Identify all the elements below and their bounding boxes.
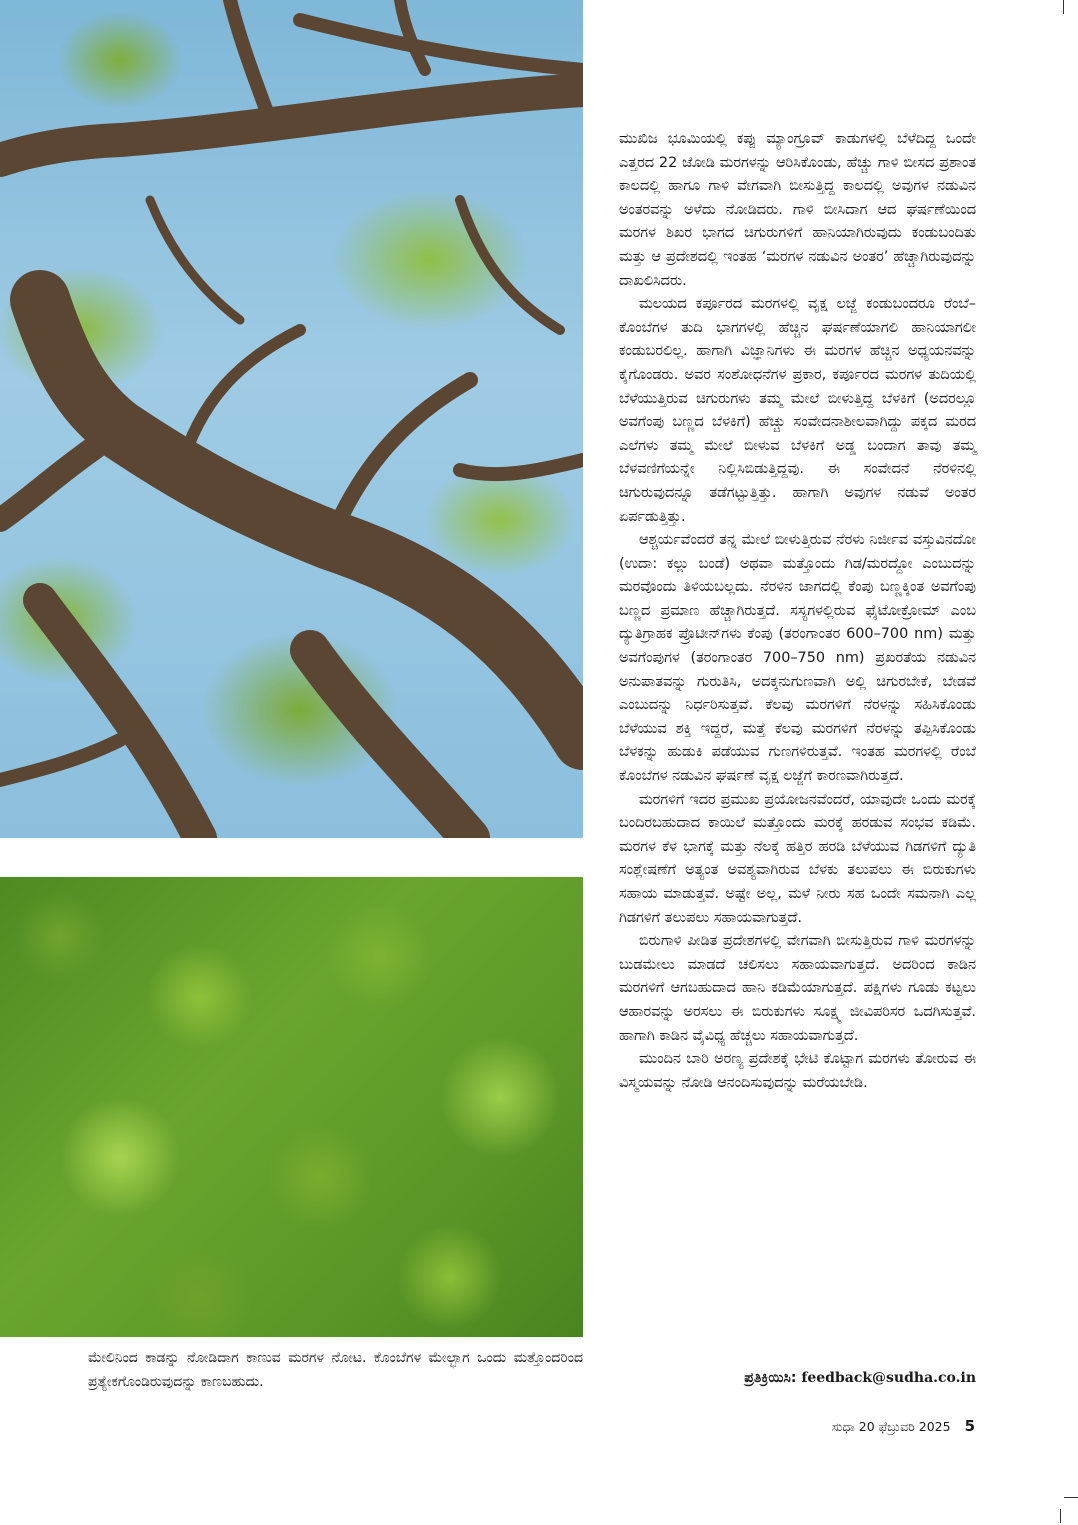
- crop-mark: [1063, 0, 1064, 14]
- article-paragraph: ಬಿರುಗಾಳಿ ಪೀಡಿತ ಪ್ರದೇಶಗಳಲ್ಲಿ ವೇಗವಾಗಿ ಬೀಸುತ್ತಿರುವ ಗಾಳಿ ಮರಗಳನ್ನು ಬುಡಮೇಲು ಮಾಡದೆ ಚಲಿಸಲು ಸಹಾಯವಾಗುತ್ತದೆ. ಅದರಿಂದ ಕಾಡಿನ ಮರಗಳಿಗೆ ಆಗಬಹುದಾದ ಹಾನಿ ಕಡಿಮೆಯಾಗುತ್ತದೆ. ಪಕ್ಷಿಗಳು ಗೂಡು ಕಟ್ಟಲು ಆಹಾರವನ್ನು ಅರಸಲು ಈ ಬಿರುಕುಗಳು ಸೂಕ್ಷ್ಮ ಜೀವಿಪರಿಸರ ಒದಗಿಸುತ್ತವೆ. ಹಾಗಾಗಿ ಕಾಡಿನ ವೈವಿಧ್ಯ ಹೆಚ್ಚಲು ಸಹಾಯವಾಗುತ್ತದೆ.: [619, 933, 976, 1044]
- feedback-email-link[interactable]: feedback@sudha.co.in: [801, 1370, 976, 1386]
- page-footer: [832, 1417, 975, 1435]
- crop-mark: [1064, 1497, 1078, 1498]
- photo-caption: ಮೇಲಿನಿಂದ ಕಾಡನ್ನು ನೋಡಿದಾಗ ಕಾಣುವ ಮರಗಳ ನೋಟ. ಕೊಂಬೆಗಳ ಮೇಲ್ಭಾಗ ಒಂದು ಮತ್ತೊಂದರಿಂದ ಪ್ರತ್ಯೇಕಗೊಂಡಿರುವುದನ್ನು ಕಾಣಬಹುದು.: [88, 1350, 583, 1390]
- feedback-line: [619, 1370, 976, 1386]
- crop-mark: [1060, 1509, 1061, 1523]
- tree-canopy-photo: [0, 0, 583, 838]
- tree-trunks-illustration: [0, 0, 583, 838]
- article-paragraph: ಮುಂದಿನ ಬಾರಿ ಅರಣ್ಯ ಪ್ರದೇಶಕ್ಕೆ ಭೇಟಿ ಕೊಟ್ಟಾಗ ಮರಗಳು ತೋರುವ ಈ ವಿಸ್ಮಯವನ್ನು ನೋಡಿ ಆನಂದಿಸುವುದನ್ನು ಮರೆಯಬೇಡಿ.: [619, 1051, 976, 1091]
- article-paragraph: ಮುಖಿಜ ಭೂಮಿಯಲ್ಲಿ ಕಪ್ಪು ಮ್ಯಾಂಗ್ರೂವ್ ಕಾಡುಗಳಲ್ಲಿ ಬೆಳೆದಿದ್ದ ಒಂದೇ ಎತ್ತರದ 22 ಜೋಡಿ ಮರಗಳನ್ನು ಆರಿಸಿಕೊಂಡು, ಹೆಚ್ಚು ಗಾಳಿ ಬೀಸದ ಪ್ರಶಾಂತ ಕಾಲದಲ್ಲಿ ಹಾಗೂ ಗಾಳಿ ವೇಗವಾಗಿ ಬೀಸುತ್ತಿದ್ದ ಕಾಲದಲ್ಲಿ ಅವುಗಳ ನಡುವಿನ ಅಂತರವನ್ನು ಅಳೆದು ನೋಡಿದರು. ಗಾಳಿ ಬೀಸಿದಾಗ ಆದ ಘರ್ಷಣೆಯಿಂದ ಮರಗಳ ಶಿಖರ ಭಾಗದ ಚಿಗುರುಗಳಿಗೆ ಹಾನಿಯಾಗಿರುವುದು ಕಂಡುಬಂದಿತು ಮತ್ತು ಆ ಪ್ರದೇಶದಲ್ಲಿ ಇಂತಹ ‘ಮರಗಳ ನಡುವಿನ ಅಂತರ’ ಹೆಚ್ಚಾಗಿರುವುದನ್ನು ದಾಖಲಿಸಿದರು.: [619, 131, 976, 289]
- feedback-label: ಪ್ರತಿಕ್ರಿಯಿಸಿ:: [744, 1370, 797, 1386]
- article-paragraph: ಮರಗಳಿಗೆ ಇದರ ಪ್ರಮುಖ ಪ್ರಯೋಜನವೆಂದರೆ, ಯಾವುದೇ ಒಂದು ಮರಕ್ಕೆ ಬಂದಿರಬಹುದಾದ ಕಾಯಿಲೆ ಮತ್ತೊಂದು ಮರಕ್ಕೆ ಹರಡುವ ಸಂಭವ ಕಡಿಮೆ. ಮರಗಳ ಕೆಳ ಭಾಗಕ್ಕೆ ಮತ್ತು ನೆಲಕ್ಕೆ ಹತ್ತಿರ ಹರಡಿ ಬೆಳೆಯುವ ಗಿಡಗಳಿಗೆ ದ್ಯುತಿ ಸಂಶ್ಲೇಷಣೆಗೆ ಅತ್ಯಂತ ಅವಶ್ಯವಾಗಿರುವ ಬೆಳಕು ತಲುಪಲು ಈ ಬಿರುಕುಗಳು ಸಹಾಯ ಮಾಡುತ್ತವೆ. ಅಷ್ಟೇ ಅಲ್ಲ, ಮಳೆ ನೀರು ಸಹ ಒಂದೇ ಸಮನಾಗಿ ಎಲ್ಲ ಗಿಡಗಳಿಗೆ ತಲುಪಲು ಸಹಾಯವಾಗುತ್ತದೆ.: [619, 791, 976, 926]
- aerial-forest-photo: [0, 877, 583, 1337]
- article-paragraph: ಮಲಯದ ಕರ್ಪೂರದ ಮರಗಳಲ್ಲಿ ವೃಕ್ಷ ಲಜ್ಜೆ ಕಂಡುಬಂದರೂ ರೆಂಬೆ–ಕೊಂಬೆಗಳ ತುದಿ ಭಾಗಗಳಲ್ಲಿ ಹೆಚ್ಚಿನ ಘರ್ಷಣೆಯಾಗಲಿ ಹಾನಿಯಾಗಲೀ ಕಂಡುಬರಲಿಲ್ಲ. ಹಾಗಾಗಿ ವಿಜ್ಞಾನಿಗಳು ಈ ಮರಗಳ ಹೆಚ್ಚಿನ ಅಧ್ಯಯನವನ್ನು ಕೈಗೊಂಡರು. ಅವರ ಸಂಶೋಧನೆಗಳ ಪ್ರಕಾರ, ಕರ್ಪೂರದ ಮರಗಳ ತುದಿಯಲ್ಲಿ ಬೆಳೆಯುತ್ತಿರುವ ಚಿಗುರುಗಳು ತಮ್ಮ ಮೇಲೆ ಬೀಳುತ್ತಿದ್ದ ಬೆಳಕಿಗೆ (ಅದರಲ್ಲೂ ಅವಗೆಂಪು ಬಣ್ಣದ ಬೆಳಕಿಗೆ) ಹೆಚ್ಚು ಸಂವೇದನಾಶೀಲವಾಗಿದ್ದು ಪಕ್ಕದ ಮರದ ಎಲೆಗಳು ತಮ್ಮ ಮೇಲೆ ಬೀಳುವ ಬೆಳಕಿಗೆ ಅಡ್ಡ ಬಂದಾಗ ತಾವು ತಮ್ಮ ಬೆಳವಣಿಗೆಯನ್ನೇ ನಿಲ್ಲಿಸಿಬಿಡುತ್ತಿದ್ದವು. ಈ ಸಂವೇದನೆ ನೆರಳಿನಲ್ಲಿ ಚಿಗುರುವುದನ್ನೂ ತಡೆಗಟ್ಟುತ್ತಿತ್ತು. ಹಾಗಾಗಿ ಅವುಗಳ ನಡುವೆ ಅಂತರ ಏರ್ಪಡುತ್ತಿತ್ತು.: [619, 296, 976, 525]
- article-body: [619, 128, 976, 1095]
- article-paragraph: ಆಶ್ಚರ್ಯವೆಂದರೆ ತನ್ನ ಮೇಲೆ ಬೀಳುತ್ತಿರುವ ನೆರಳು ನಿರ್ಜೀವ ವಸ್ತುವಿನದೋ (ಉದಾ: ಕಲ್ಲು ಬಂಡೆ) ಅಥವಾ ಮತ್ತೊಂದು ಗಿಡ/ಮರದ್ದೋ ಎಂಬುದನ್ನು ಮರವೊಂದು ತಿಳಿಯಬಲ್ಲದು. ನೆರಳಿನ ಜಾಗದಲ್ಲಿ ಕೆಂಪು ಬಣ್ಣಕ್ಕಿಂತ ಅವಗೆಂಪು ಬಣ್ಣದ ಪ್ರಮಾಣ ಹೆಚ್ಚಾಗಿರುತ್ತದೆ. ಸಸ್ಯಗಳಲ್ಲಿರುವ ಫೈಟೋಕ್ರೋಮ್ ಎಂಬ ದ್ಯುತಿಗ್ರಾಹಕ ಪ್ರೊಟೀನ್‌ಗಳು ಕೆಂಪು (ತರಂಗಾಂತರ 600–700 nm) ಮತ್ತು ಅವಗೆಂಪುಗಳ (ತರಂಗಾಂತರ 700–750 nm) ಪ್ರಖರತೆಯ ನಡುವಿನ ಅನುಪಾತವನ್ನು ಗುರುತಿಸಿ, ಅದಕ್ಕನುಗುಣವಾಗಿ ಅಲ್ಲಿ ಚಿಗುರಬೇಕೆ, ಬೇಡವೆ ಎಂಬುದನ್ನು ನಿರ್ಧರಿಸುತ್ತವೆ. ಕೆಲವು ಮರಗಳಿಗೆ ನೆರಳನ್ನು ಸಹಿಸಿಕೊಂಡು ಬೆಳೆಯುವ ಶಕ್ತಿ ಇದ್ದರೆ, ಮತ್ತೆ ಕೆಲವು ಮರಗಳಿಗೆ ನೆರಳನ್ನು ತಪ್ಪಿಸಿಕೊಂಡು ಬೆಳಕನ್ನು ಹುಡುಕಿ ಪಡೆಯುವ ಗುಣಗಳಿರುತ್ತವೆ. ಇಂತಹ ಮರಗಳಲ್ಲಿ ರೆಂಬೆ ಕೊಂಬೆಗಳ ನಡುವಿನ ಘರ್ಷಣೆ ವೃಕ್ಷ ಲಜ್ಜೆಗೆ ಕಾರಣವಾಗಿರುತ್ತದೆ.: [619, 532, 976, 785]
- issue-info: ಸುಧಾ 20 ಫೆಬ್ರುವರಿ 2025: [831, 1419, 951, 1434]
- page-number: 5: [964, 1417, 975, 1435]
